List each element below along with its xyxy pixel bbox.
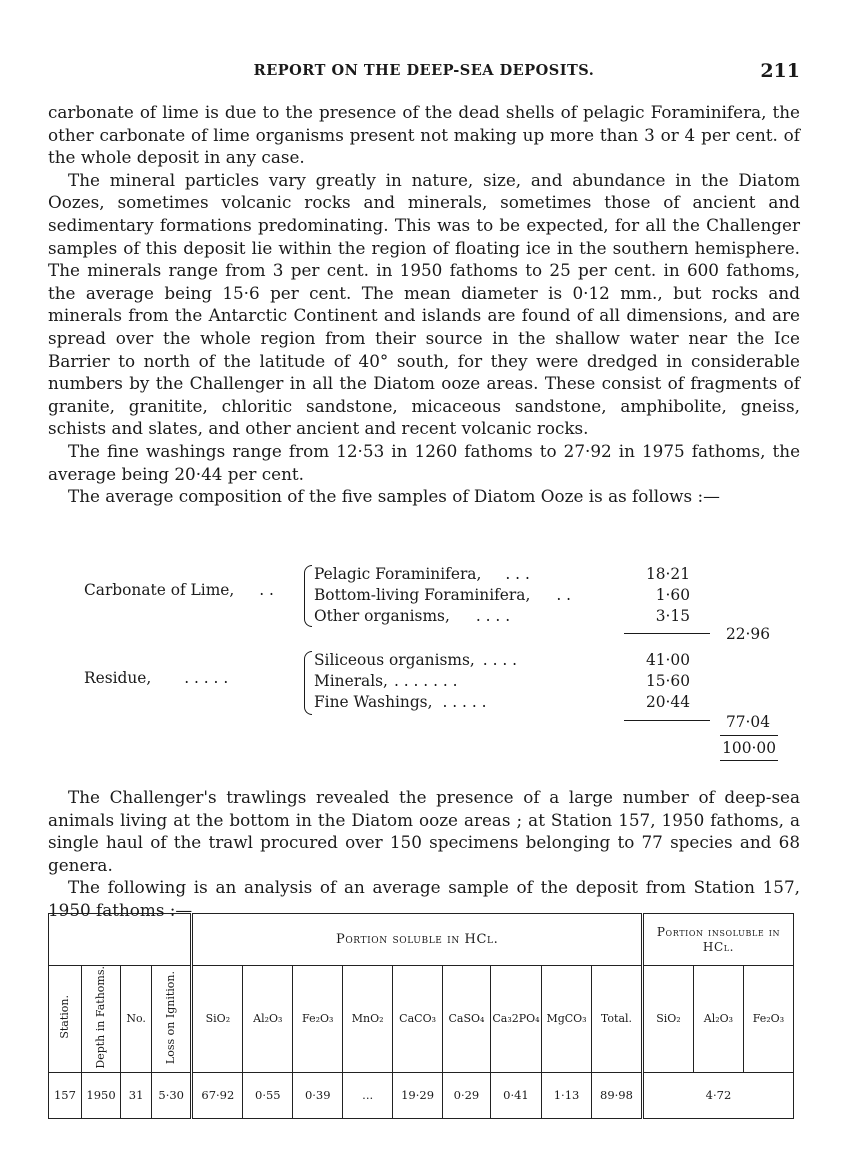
paragraph: carbonate of lime is due to the presence of the dead shells of pelagic Foraminifera, the other carbonate of lime organisms present not making up more than 3 or 4 per cent. of the whole deposit in any case. xyxy=(48,102,800,168)
col-loss-on-ignition: Loss on Ignition. xyxy=(152,966,192,1073)
cell-mno2: ... xyxy=(343,1072,393,1118)
cell-mgco3: 1·13 xyxy=(542,1072,592,1118)
col-station: Station. xyxy=(49,966,82,1073)
paragraph: The following is an analysis of an average sample of the deposit from Station 157, 1950 fathoms :— xyxy=(48,877,800,920)
composition-item: Minerals, . . . . . . . xyxy=(314,672,458,690)
composition-item: Bottom-living Foraminifera, . . xyxy=(314,586,572,604)
cell-no: 31 xyxy=(121,1072,152,1118)
col-caco3: CaCO₃ xyxy=(393,966,443,1073)
cell-loss: 5·30 xyxy=(152,1072,192,1118)
cell-ca3po4: 0·41 xyxy=(490,1072,541,1118)
body-text xyxy=(48,101,800,508)
col-ca3po4: Ca₃2PO₄ xyxy=(490,966,541,1073)
composition-value: 15·60 xyxy=(645,672,690,690)
col-caso4: CaSO₄ xyxy=(443,966,491,1073)
col-no: No. xyxy=(121,966,152,1073)
col-total: Total. xyxy=(591,966,642,1073)
composition-item: Pelagic Foraminifera, . . . xyxy=(314,565,530,583)
total-rule xyxy=(720,735,778,736)
paragraph: The Challenger's trawlings revealed the presence of a large number of deep-sea animals living at the bottom in the Diatom ooze areas ; at Station 157, 1950 fathoms, a single haul of the trawl procured over 150 specimens belonging to 77 species and 68 genera. xyxy=(48,787,800,875)
composition-value: 41·00 xyxy=(645,651,690,669)
composition-item: Other organisms, . . . . xyxy=(314,607,511,625)
brace xyxy=(304,565,312,627)
col-mgco3: MgCO₃ xyxy=(542,966,592,1073)
cell-station: 157 xyxy=(49,1072,82,1118)
subtotal-rule xyxy=(624,633,710,634)
table-row xyxy=(49,1072,794,1118)
soluble-group-header: Portion soluble in HCl. xyxy=(192,914,643,966)
cell-al2o3: 0·55 xyxy=(243,1072,293,1118)
paragraph: The mineral particles vary greatly in nature, size, and abundance in the Diatom Oozes, sometimes volcanic rocks and minerals, sometimes those of ancient and sedimentary formations predominating. This was to be expected, for all the Challenger samples of this deposit lie within the region of floating ice in the southern hemisphere. The minerals range from 3 per cent. in 1950 fathoms to 25 per cent. in 600 fathoms, the average being 15·6 per cent. The mean diameter is 0·12 mm., but rocks and minerals from the Antarctic Continent and islands are found of all dimensions, and are spread over the whole region from their source in the shallow water near the Ice Barrier to north of the latitude of 40° south, for they were dredged in considerable numbers by the Challenger in all the Diatom ooze areas. These consist of fragments of granite, granitite, chloritic sandstone, micaceous sandstone, amphibolite, gneiss, schists and slates, and other ancient and recent volcanic rocks. xyxy=(48,169,800,439)
composition-item: Fine Washings, . . . . . xyxy=(314,693,487,711)
col-insol-sio2: SiO₂ xyxy=(642,966,693,1073)
body-text-2 xyxy=(48,786,800,922)
cell-insoluble-total: 4·72 xyxy=(642,1072,793,1118)
cell-total: 89·98 xyxy=(591,1072,642,1118)
insoluble-group-header: Portion insoluble in HCl. xyxy=(642,914,793,966)
cell-caco3: 19·29 xyxy=(393,1072,443,1118)
residue-label: Residue, . . . . . xyxy=(84,669,229,687)
page-number: 211 xyxy=(760,60,800,82)
cell-fe2o3: 0·39 xyxy=(293,1072,343,1118)
analysis-table xyxy=(48,913,794,1119)
subtotal-carbonate: 22·96 xyxy=(725,625,770,643)
brace xyxy=(304,651,312,715)
col-al2o3: Al₂O₃ xyxy=(243,966,293,1073)
subtotal-residue: 77·04 xyxy=(725,713,770,731)
running-title: REPORT ON THE DEEP-SEA DEPOSITS. xyxy=(253,62,595,79)
composition-value: 18·21 xyxy=(645,565,690,583)
carbonate-label: Carbonate of Lime, . . xyxy=(84,581,274,599)
blank-header-cell xyxy=(49,914,192,966)
page-header xyxy=(48,60,800,84)
composition-summary xyxy=(48,563,800,778)
col-fe2o3: Fe₂O₃ xyxy=(293,966,343,1073)
composition-value: 1·60 xyxy=(655,586,690,604)
cell-depth: 1950 xyxy=(81,1072,120,1118)
paragraph: The fine washings range from 12·53 in 1260 fathoms to 27·92 in 1975 fathoms, the average being 20·44 per cent. xyxy=(48,440,800,484)
total-rule xyxy=(720,760,778,761)
total: 100·00 xyxy=(722,739,776,757)
composition-value: 20·44 xyxy=(645,693,690,711)
col-insol-fe2o3: Fe₂O₃ xyxy=(743,966,793,1073)
composition-value: 3·15 xyxy=(655,607,690,625)
col-mno2: MnO₂ xyxy=(343,966,393,1073)
paragraph: The average composition of the five samples of Diatom Ooze is as follows :— xyxy=(68,486,720,507)
cell-sio2: 67·92 xyxy=(192,1072,243,1118)
subtotal-rule xyxy=(624,720,710,721)
col-insol-al2o3: Al₂O₃ xyxy=(693,966,743,1073)
cell-caso4: 0·29 xyxy=(443,1072,491,1118)
composition-item: Siliceous organisms, . . . . xyxy=(314,651,518,669)
col-sio2: SiO₂ xyxy=(192,966,243,1073)
col-depth: Depth in Fathoms. xyxy=(81,966,120,1073)
